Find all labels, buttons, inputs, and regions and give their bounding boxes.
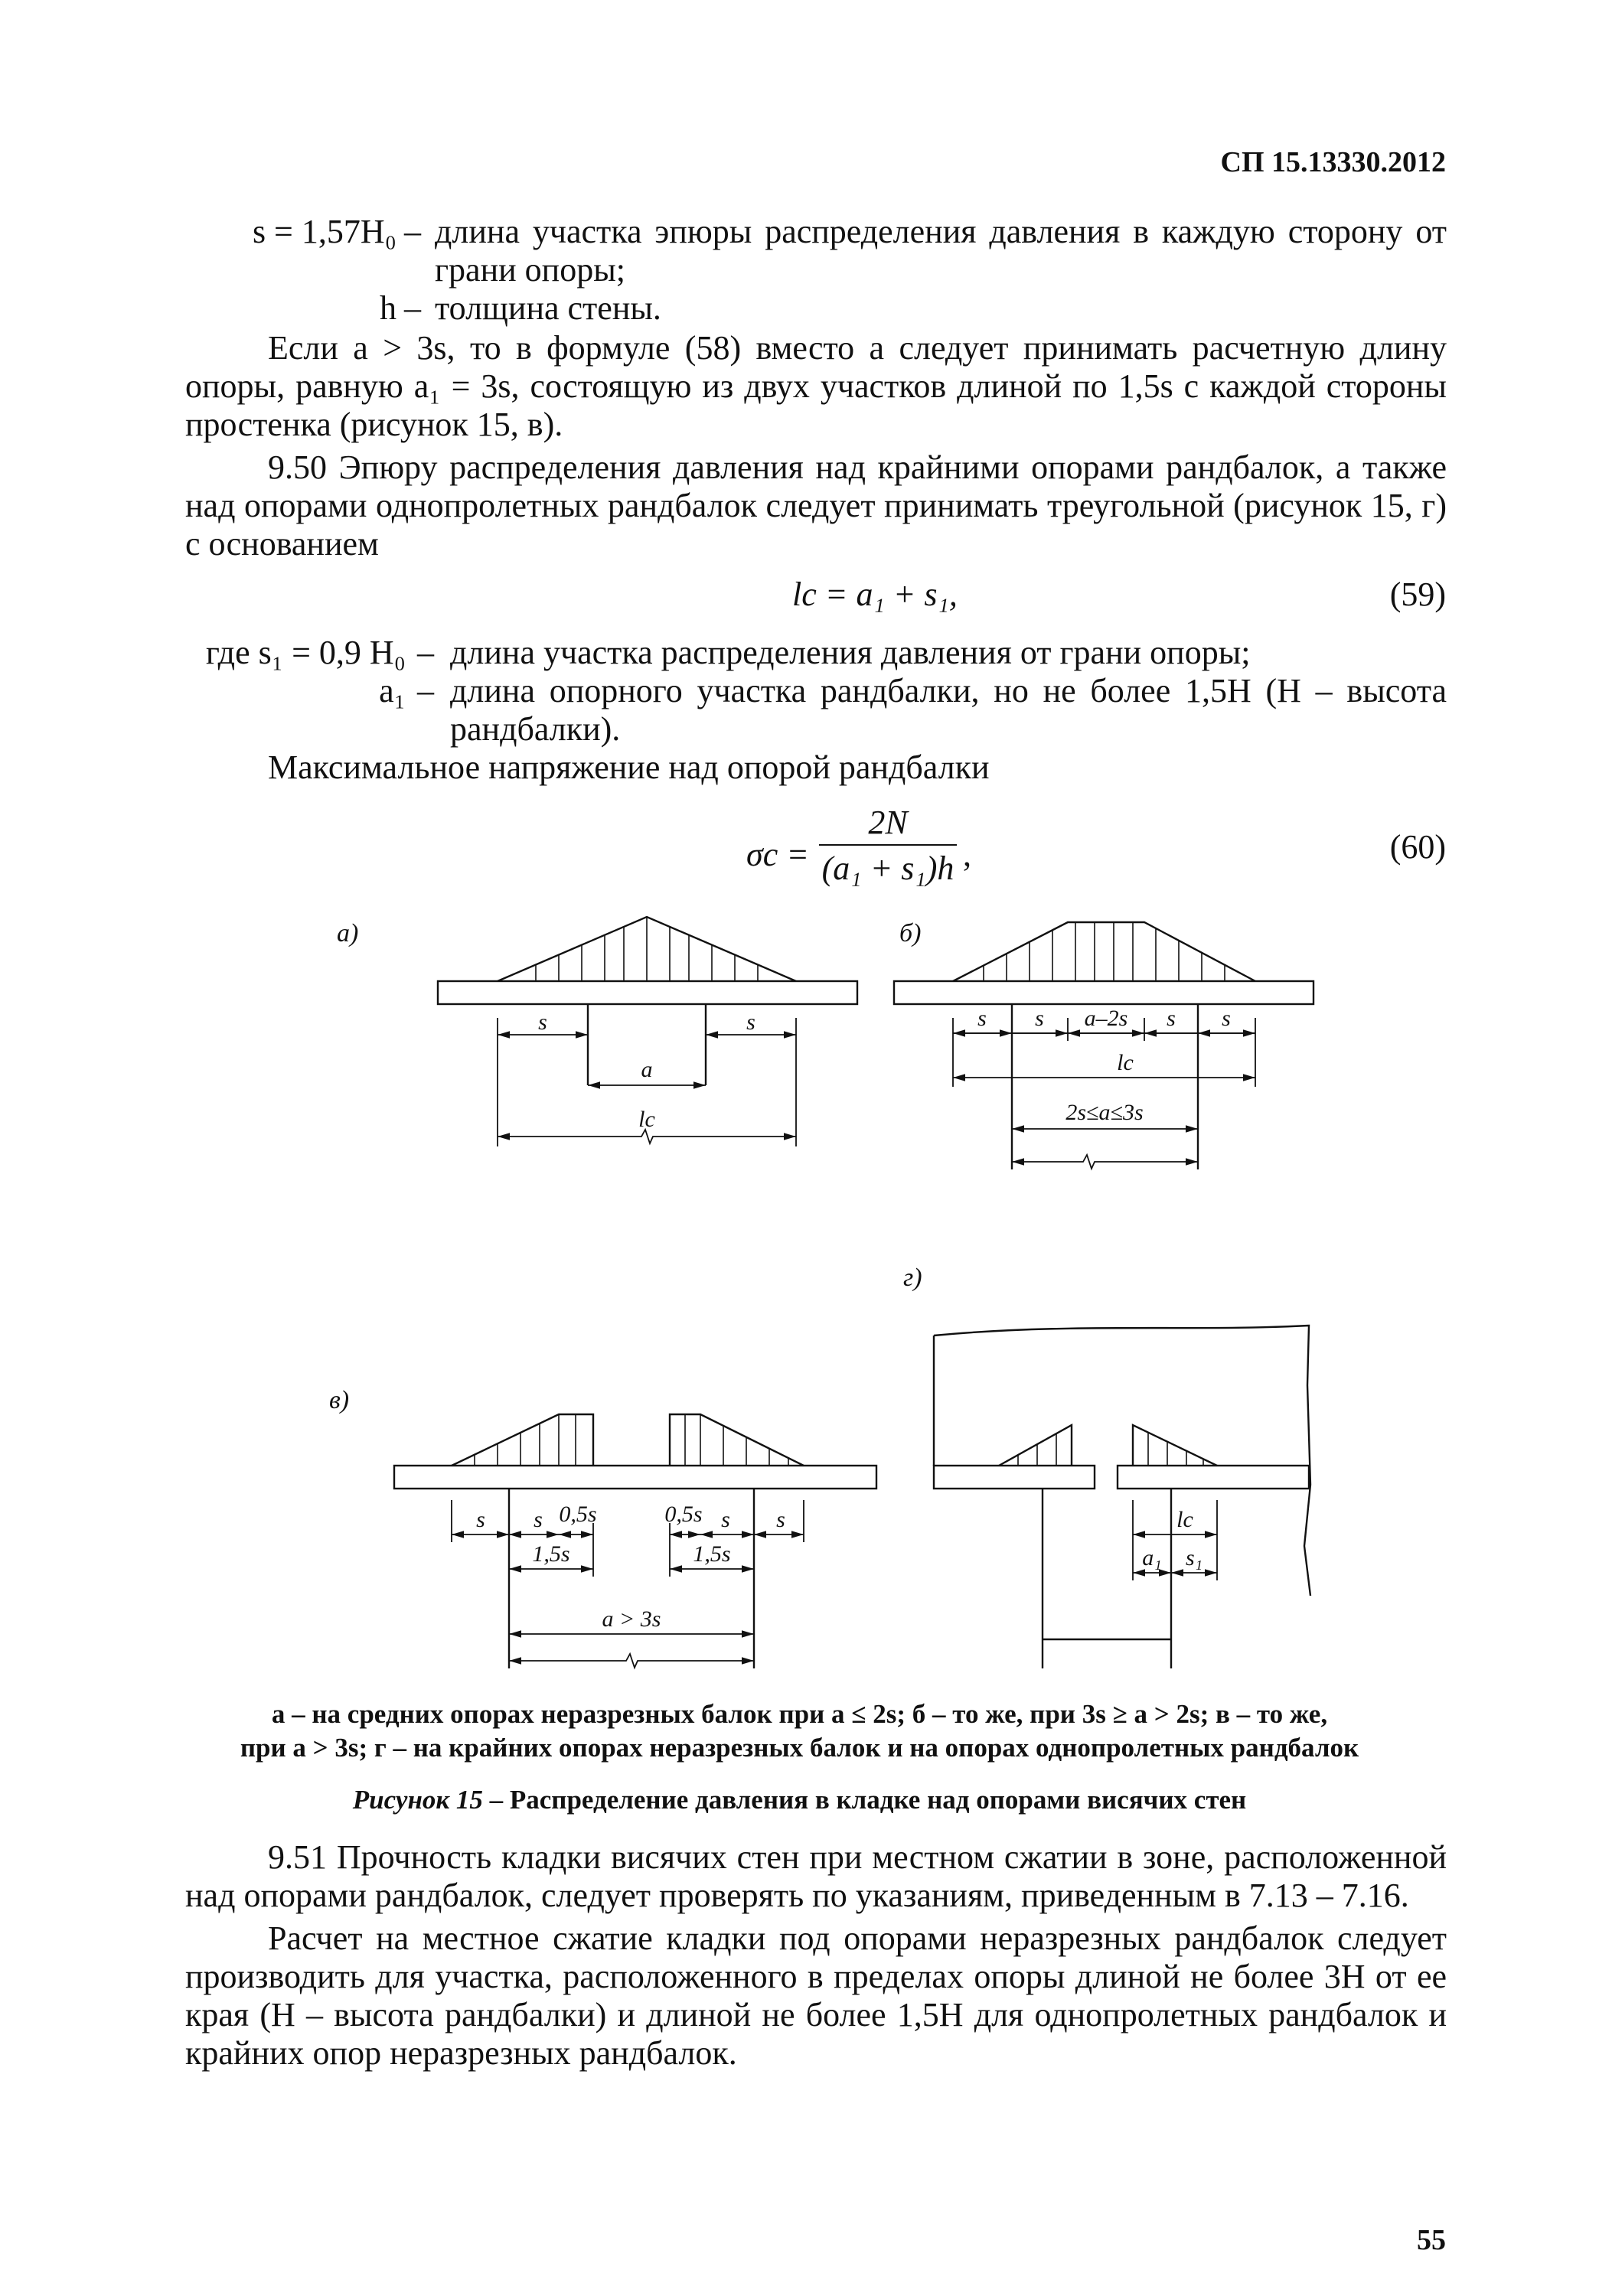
dim-v-w2: 1,5s — [693, 1541, 731, 1567]
dimension-lines-b — [953, 1018, 1255, 1169]
paragraph-5-line1: Расчет на местное сжатие кладки под опорами неразрезных рандбалок следует — [268, 1919, 1447, 1957]
dim-v-half1: 0,5s — [559, 1502, 597, 1527]
dim-a-lc: lc — [638, 1107, 655, 1132]
paragraph-4-line1: 9.51 Прочность кладки висячих стен при местном сжатии в зоне, расположенной — [268, 1838, 1447, 1876]
label-a: а) — [337, 919, 359, 947]
dim-a-s-left: s — [538, 1009, 547, 1035]
pressure-hatching-a — [536, 917, 758, 981]
paragraph-4-line2: над опорами рандбалок, следует проверять по указаниям, приведенным в 7.13 – 7.16. — [185, 1877, 1409, 1914]
paragraph-3: Максимальное напряжение над опорой рандбалки — [268, 748, 990, 786]
dim-v-half2: 0,5s — [664, 1502, 703, 1527]
dim-b-range: 2s≤a≤3s — [1065, 1100, 1144, 1125]
pressure-diagram-v-left — [452, 1414, 593, 1466]
def-symbol-h: h — [380, 289, 396, 327]
dim-b-s4: s — [1222, 1006, 1231, 1031]
formula-60-denominator: (a₁ + s₁)h — [821, 850, 955, 887]
paragraph-5-line2: производить для участка, расположенного в пределах опоры длиной не более 3H от ее — [185, 1958, 1447, 1995]
formula-60-comma: , — [963, 836, 971, 873]
pressure-hatching-b — [984, 922, 1225, 981]
paragraph-2-line1: 9.50 Эпюру распределения давления над крайними опорами рандбалок, а также — [268, 448, 1447, 486]
def-dash: – — [417, 634, 434, 671]
formula-60-lhs: σc = — [746, 836, 809, 873]
pressure-diagram-b — [953, 922, 1255, 981]
diagram-g — [934, 1326, 1310, 1668]
beam-v — [394, 1466, 876, 1489]
def-symbol-s1: где s₁ = 0,9 H₀ — [205, 634, 406, 671]
dim-v-s3: s — [721, 1507, 730, 1532]
label-b: б) — [899, 919, 922, 947]
dim-g-s1: s₁ — [1185, 1545, 1203, 1570]
formula-59: lc = a₁ + s₁, — [792, 576, 958, 613]
dim-g-lc: lc — [1176, 1507, 1193, 1532]
label-g: г) — [903, 1264, 922, 1292]
def-text-s1: длина участка распределения давления от грани опоры; — [450, 634, 1251, 671]
dim-v-total: a > 3s — [602, 1606, 661, 1632]
dim-v-s1: s — [476, 1507, 485, 1532]
dim-a-s-right: s — [746, 1009, 755, 1035]
beam-b — [894, 981, 1313, 1004]
dim-g-a1: a₁ — [1142, 1545, 1162, 1570]
figure-title — [0, 1783, 1599, 1817]
paragraph-2-line2: над опорами однопролетных рандбалок следует принимать треугольной (рисунок 15, г) — [185, 487, 1447, 524]
dim-b-s1: s — [977, 1006, 987, 1031]
paragraph-2-line3: с основанием — [185, 525, 379, 563]
def-text-h: толщина стены. — [435, 289, 661, 327]
paragraph-1-line3: простенка (рисунок 15, в). — [185, 406, 563, 443]
def-text-a1-line1: длина опорного участка рандбалки, но не более 1,5H (H – высота — [450, 672, 1447, 709]
def-symbol-a1: a₁ — [379, 672, 406, 709]
paragraph-5-line3: края (H – высота рандбалки) и длиной не более 1,5H для однопролетных рандбалок и — [185, 1996, 1447, 2033]
pressure-diagram-v-right — [670, 1414, 804, 1466]
paragraph-1-line1: Если a > 3s, то в формуле (58) вместо a следует принимать расчетную длину — [268, 329, 1447, 367]
formula-60-number: (60) — [1389, 828, 1446, 866]
diagram-b — [894, 922, 1313, 1169]
def-dash: – — [404, 289, 421, 327]
dim-b-a2s: a–2s — [1084, 1006, 1128, 1031]
dim-a-a: a — [641, 1057, 653, 1082]
def-dash: – — [404, 213, 421, 250]
figure-caption-line1: а – на средних опорах неразрезных балок при a ≤ 2s; б – то же, при 3s ≥ a > 2s; в – то же, — [271, 1699, 1328, 1729]
figure-caption-line2: при a > 3s; г – на крайних опорах неразрезных балок и на опорах однопролетных рандбалок — [240, 1733, 1359, 1763]
dimension-lines-v — [452, 1500, 804, 1668]
def-text-s-line1: длина участка эпюры распределения давления в каждую сторону от — [435, 213, 1447, 250]
document-code: СП 15.13330.2012 — [1220, 146, 1446, 178]
beam-a — [438, 981, 857, 1004]
pressure-hatching-g — [1018, 1433, 1203, 1466]
fraction-bar — [819, 844, 957, 846]
pressure-hatching-v — [475, 1414, 788, 1466]
page-number: 55 — [1417, 2224, 1446, 2256]
def-dash: – — [417, 672, 434, 709]
wall-outline-g — [934, 1326, 1310, 1596]
label-v: в) — [329, 1386, 350, 1414]
beam-g-left — [934, 1466, 1095, 1489]
dim-v-w1: 1,5s — [532, 1541, 570, 1567]
dim-v-s2: s — [534, 1507, 543, 1532]
paragraph-5-line4: крайних опор неразрезных рандбалок. — [185, 2034, 737, 2072]
pressure-diagram-g-left — [999, 1425, 1072, 1466]
formula-59-number: (59) — [1389, 576, 1446, 613]
paragraph-1-line2: опоры, равную a₁ = 3s, состоящую из двух участков длиной по 1,5s с каждой стороны — [185, 367, 1447, 405]
def-text-s-line2: грани опоры; — [435, 251, 626, 289]
figure-title-prefix: Рисунок 15 — [352, 1785, 483, 1815]
beam-g-right — [1118, 1466, 1309, 1489]
figure-15 — [0, 903, 1599, 1707]
dim-b-s3: s — [1167, 1006, 1176, 1031]
dim-b-s2: s — [1035, 1006, 1044, 1031]
def-text-a1-line2: рандбалки). — [450, 710, 621, 748]
dim-v-s4: s — [776, 1507, 785, 1532]
figure-title-text: – Распределение давления в кладке над опорами висячих стен — [489, 1785, 1247, 1815]
def-symbol-s: s = 1,57H₀ — [252, 213, 396, 250]
pressure-diagram-g-right — [1133, 1425, 1217, 1466]
dim-b-lc: lc — [1117, 1050, 1134, 1075]
formula-60-numerator: 2N — [868, 804, 908, 841]
